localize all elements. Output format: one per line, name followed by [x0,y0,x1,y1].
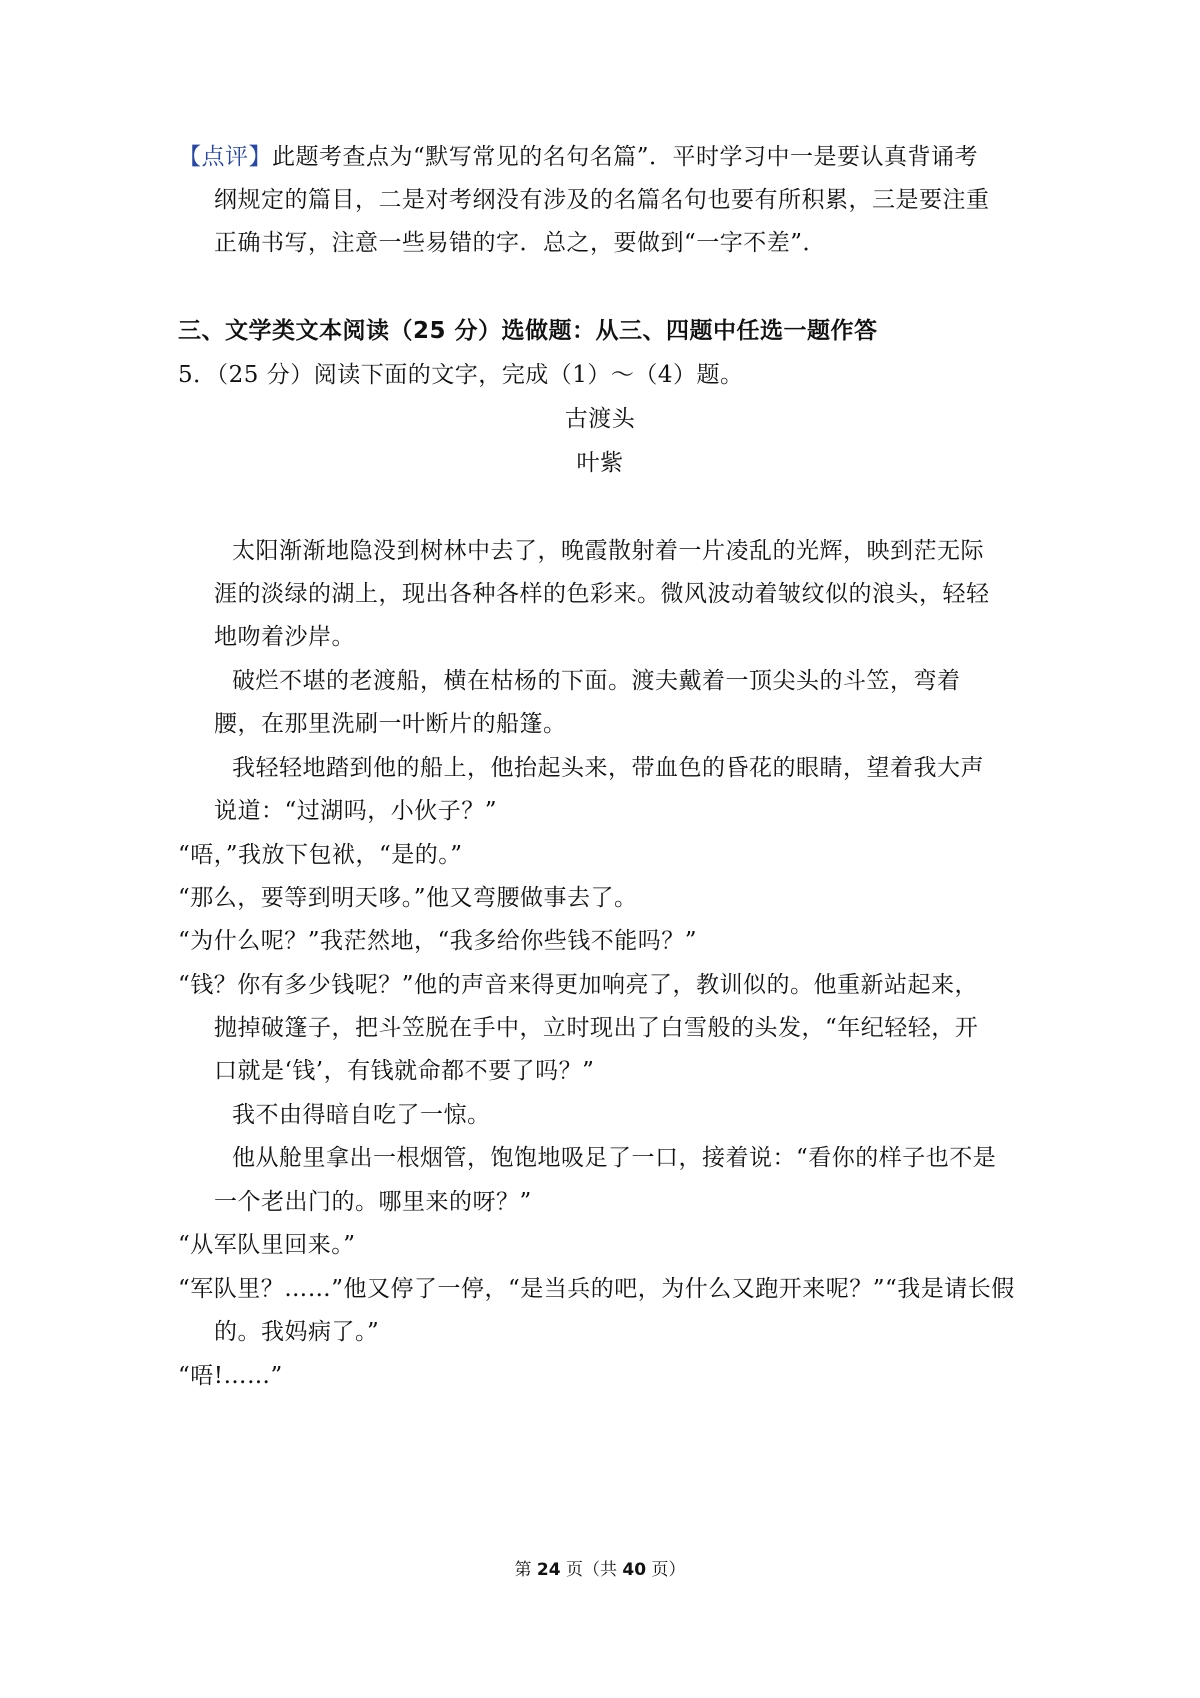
article-line: 腰，在那里洗刷一叶断片的船篷。 [214,711,567,737]
comment-line-3: 正确书写，注意一些易错的字．总之，要做到“一字不差”． [214,230,827,256]
article-line: 破烂不堪的老渡船，横在枯杨的下面。渡夫戴着一顶尖头的斗笠，弯着 [232,668,961,694]
article-line: 我不由得暗自吃了一惊。 [232,1102,491,1128]
article-line: 地吻着沙岸。 [214,624,355,650]
article-line: 涯的淡绿的湖上，现出各种各样的色彩来。微风波动着皱纹似的浪头，轻轻 [214,581,990,607]
article-line: “钱？你有多少钱呢？”他的声音来得更加响亮了，教训似的。他重新站起来， [178,972,979,998]
article-line: “为什么呢？”我茫然地，“我多给你些钱不能吗？” [178,928,698,954]
article-line: 他从舱里拿出一根烟管，饱饱地吸足了一口，接着说：“看你的样子也不是 [232,1145,997,1171]
article-line: 抛掉破篷子，把斗笠脱在手中，立时现出了白雪般的头发，“年纪轻轻，开 [214,1015,979,1041]
article-line: 我轻轻地踏到他的船上，他抬起头来，带血色的昏花的眼睛，望着我大声 [232,755,984,781]
article-line: 的。我妈病了。” [214,1319,380,1345]
page-footer [0,1558,1200,1582]
article-line: 说道：“过湖吗，小伙子？” [214,798,498,824]
section-heading: 三、文学类文本阅读（25 分）选做题：从三、四题中任选一题作答 [178,318,878,344]
article-line: “从军队里回来。” [178,1232,356,1258]
article-line: 一个老出门的。哪里来的呀？” [214,1189,532,1215]
article-line: “军队里？……”他又停了一停，“是当兵的吧，为什么又跑开来呢？”“我是请长假 [178,1276,1015,1302]
comment-line-1 [178,142,978,172]
article-line: “唔!……” [178,1363,283,1389]
footer-page-number: 24 [536,1560,561,1580]
footer-middle: 页（共 [566,1560,617,1580]
article-title: 古渡头 [564,406,636,432]
article-line: 太阳渐渐地隐没到树林中去了，晚霞散射着一片凌乱的光辉，映到茫无际 [232,538,984,564]
footer-suffix: 页） [651,1560,686,1580]
footer-total-pages: 40 [622,1560,647,1580]
footer-prefix: 第 [514,1560,532,1580]
article-author: 叶紫 [576,450,624,476]
comment-text-1: 此题考查点为“默写常见的名句名篇”．平时学习中一是要认真背诵考 [272,144,979,170]
article-line: “那么，要等到明天哆。”他又弯腰做事去了。 [178,885,638,911]
question-intro: 5．（25 分）阅读下面的文字，完成（1）～（4）题。 [178,362,744,388]
comment-tag: 【点评】 [178,144,272,170]
article-line: “唔，”我放下包袱，“是的。” [178,842,463,868]
comment-line-2: 纲规定的篇目，二是对考纲没有涉及的名篇名句也要有所积累，三是要注重 [214,187,990,213]
article-line: 口就是‘钱’，有钱就命都不要了吗？” [214,1058,595,1084]
